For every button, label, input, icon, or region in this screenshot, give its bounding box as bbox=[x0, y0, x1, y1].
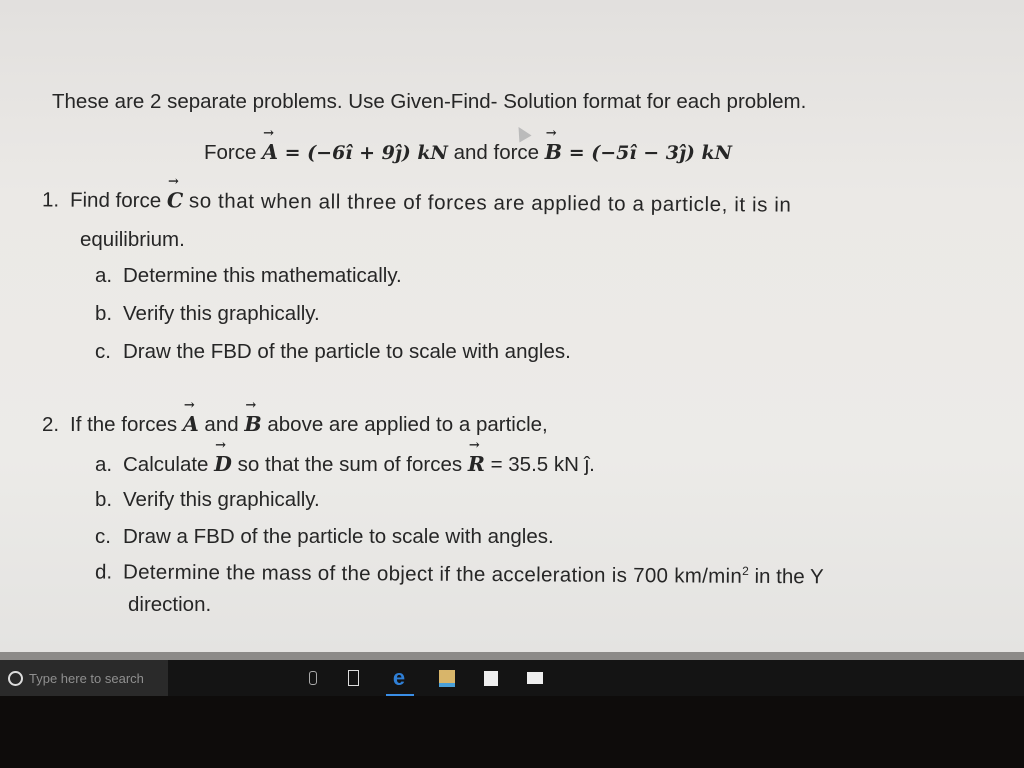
problem-text: equilibrium. bbox=[80, 228, 185, 251]
item-text: so that the sum of forces bbox=[237, 453, 463, 476]
item-text: in the Y bbox=[754, 564, 824, 589]
list-item bbox=[95, 264, 402, 288]
vector-a: → A bbox=[262, 140, 278, 164]
item-text: Verify this graphically. bbox=[123, 488, 320, 511]
item-text: Calculate bbox=[123, 453, 209, 476]
problem-text: If the forces bbox=[70, 413, 178, 436]
screen-bezel bbox=[0, 652, 1024, 660]
problem-text: Find force bbox=[69, 188, 162, 213]
file-explorer-icon[interactable] bbox=[438, 668, 456, 688]
item-label: a. bbox=[95, 264, 113, 287]
problem-text: above are applied to a particle, bbox=[267, 413, 548, 436]
item-text: Draw the FBD of the particle to scale with angles. bbox=[123, 340, 571, 363]
problem-number: 1. bbox=[41, 188, 60, 212]
problem-1 bbox=[42, 187, 792, 217]
item-label: b. bbox=[95, 302, 113, 325]
list-item bbox=[95, 452, 595, 477]
item-label: d. bbox=[94, 560, 113, 584]
vector-b: → B bbox=[244, 412, 261, 436]
item-text: = 35.5 kN ĵ. bbox=[490, 453, 595, 476]
list-item bbox=[95, 559, 824, 589]
item-text: Determine this mathematically. bbox=[123, 264, 402, 287]
item-label: c. bbox=[95, 525, 111, 548]
search-input[interactable]: Type here to search bbox=[29, 670, 144, 686]
vector-a: → A bbox=[183, 412, 199, 436]
list-item bbox=[95, 525, 554, 549]
problem-text: so that when all three of forces are applied to a particle, it is in bbox=[188, 189, 792, 217]
store-icon[interactable] bbox=[482, 668, 500, 688]
vector-d: → D bbox=[214, 452, 232, 476]
list-item bbox=[95, 302, 320, 326]
exponent: 2 bbox=[742, 563, 749, 579]
edge-icon[interactable]: e bbox=[392, 665, 406, 690]
item-text: Draw a FBD of the particle to scale with angles. bbox=[123, 525, 554, 548]
list-item bbox=[95, 340, 571, 364]
monitor-bezel bbox=[0, 696, 1024, 768]
item-text: direction. bbox=[128, 593, 212, 616]
problem-number: 2. bbox=[42, 413, 60, 436]
given-forces bbox=[204, 140, 732, 165]
given-label: Force bbox=[204, 141, 257, 164]
item-text: Determine the mass of the object if the acceleration is 700 km/min bbox=[122, 560, 743, 588]
search-box[interactable] bbox=[0, 660, 168, 696]
given-and: and force bbox=[453, 141, 540, 164]
force-b-expression: = (−5î − 3ĵ) kN bbox=[562, 142, 733, 164]
vector-c: → C bbox=[167, 188, 183, 212]
intro-text: These are 2 separate problems. Use Given-Find- Solution format for each problem. bbox=[52, 90, 807, 113]
item-label: b. bbox=[95, 488, 113, 511]
cortana-icon[interactable] bbox=[8, 671, 23, 686]
force-a-expression: = (−6î + 9ĵ) kN bbox=[278, 142, 448, 164]
task-view-icon[interactable] bbox=[344, 668, 362, 688]
problem-2 bbox=[42, 412, 548, 437]
mail-icon[interactable] bbox=[526, 668, 544, 688]
item-text: Verify this graphically. bbox=[123, 302, 320, 325]
problem-text: and bbox=[204, 413, 239, 436]
list-item bbox=[95, 488, 320, 512]
item-label: c. bbox=[95, 340, 111, 363]
item-label: a. bbox=[95, 453, 113, 476]
microphone-icon[interactable] bbox=[304, 668, 322, 688]
vector-b: → B bbox=[545, 140, 562, 164]
vector-r: → R bbox=[468, 452, 485, 476]
taskbar bbox=[0, 660, 1024, 696]
